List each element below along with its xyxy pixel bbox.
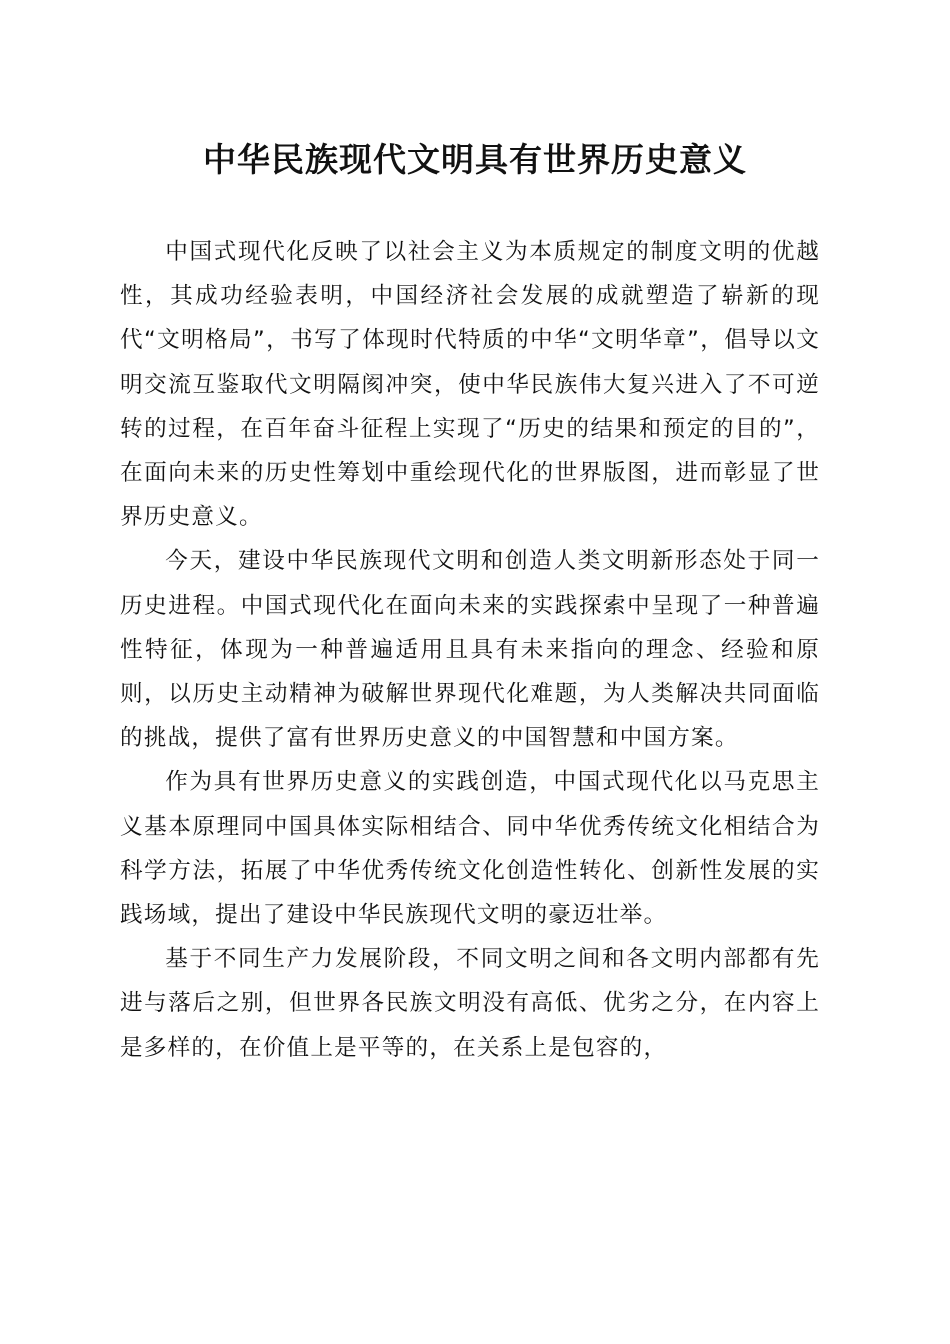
paragraph-3: 作为具有世界历史意义的实践创造，中国式现代化以马克思主义基本原理同中国具体实际相结合、同中华优秀传统文化相结合为科学方法，拓展了中华优秀传统文化创造性转化、创新性发展的实践场域，提出了建设中华民族现代文明的豪迈壮举。 bbox=[120, 769, 820, 929]
document-body bbox=[120, 230, 820, 1070]
paragraph-1: 中国式现代化反映了以社会主义为本质规定的制度文明的优越性，其成功经验表明，中国经济社会发展的成就塑造了崭新的现代“文明格局”，书写了体现时代特质的中华“文明华章”，倡导以文明交流互鉴取代文明隔阂冲突，使中华民族伟大复兴进入了不可逆转的过程，在百年奋斗征程上实现了“历史的结果和预定的目的”，在面向未来的历史性筹划中重绘现代化的世界版图，进而彰显了世界历史意义。 bbox=[120, 239, 820, 531]
paragraph-4: 基于不同生产力发展阶段，不同文明之间和各文明内部都有先进与落后之别，但世界各民族文明没有高低、优劣之分，在内容上是多样的，在价值上是平等的，在关系上是包容的， bbox=[120, 946, 820, 1061]
document-title: 中华民族现代文明具有世界历史意义 bbox=[203, 140, 747, 179]
paragraph-2: 今天，建设中华民族现代文明和创造人类文明新形态处于同一历史进程。中国式现代化在面向未来的实践探索中呈现了一种普遍性特征，体现为一种普遍适用且具有未来指向的理念、经验和原则，以历史主动精神为破解世界现代化难题，为人类解决共同面临的挑战，提供了富有世界历史意义的中国智慧和中国方案。 bbox=[120, 548, 820, 752]
